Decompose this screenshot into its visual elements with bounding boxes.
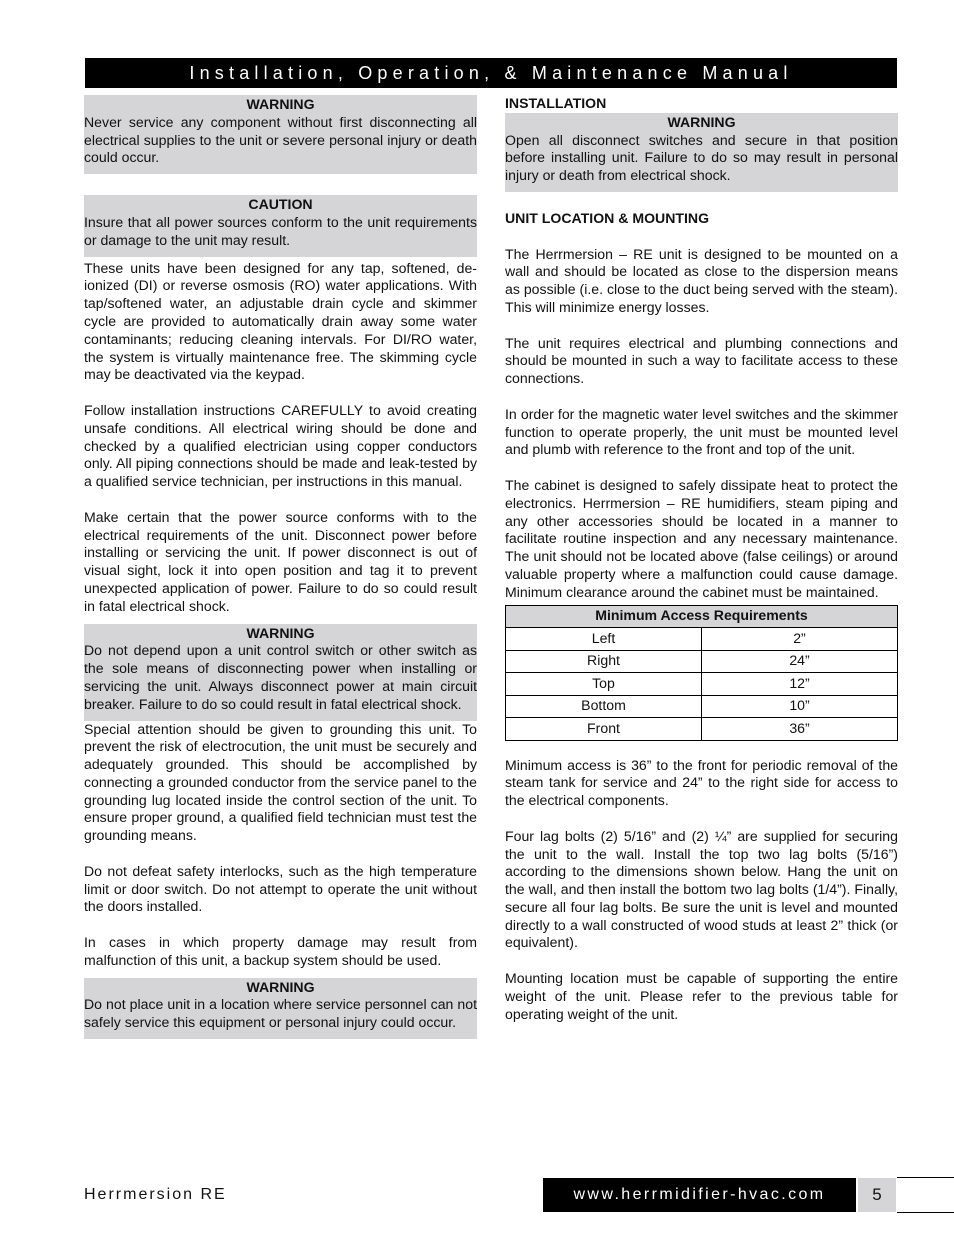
- table-title: Minimum Access Requirements: [506, 605, 898, 628]
- warning-box: [84, 624, 477, 721]
- page-header-title: Installation, Operation, & Maintenance Manual: [85, 58, 897, 88]
- table-cell-value: 24”: [702, 650, 898, 673]
- right-column: [505, 95, 898, 1023]
- paragraph: Mounting location must be capable of supporting the entire weight of the unit. Please refer to the previous table for operating weight of the unit.: [505, 970, 898, 1022]
- warning-text: Do not depend upon a unit control switch or other switch as the sole means of disconnecting power when installing or servicing the unit. Always disconnect power at main circuit breaker. Failure to do so could result in fatal electrical shock.: [84, 642, 477, 712]
- table-row: [506, 673, 898, 696]
- table-row: [506, 718, 898, 741]
- table-cell-side: Front: [506, 718, 702, 741]
- table-cell-side: Right: [506, 650, 702, 673]
- paragraph: These units have been designed for any tap, softened, de-ionized (DI) or reverse osmosis (RO) water applications. With tap/softened water, an adjustable drain cycle and skimmer cycle are provided to automatically drain away some water contaminants; reducing cleaning intervals. For DI/RO water, the system is virtually maintenance free. The skimming cycle may be deactivated via the keypad.: [84, 259, 477, 383]
- paragraph: Four lag bolts (2) 5/16” and (2) ¼” are supplied for securing the unit to the wall. Install the top two lag bolts (5/16”) according to the dimensions shown below. Hang the unit on the wall, and then install the bottom two lag bolts (1/4”). Finally, secure all four lag bolts. Be sure the unit is level and mounted directly to a wall constructed of wood studs at least 2” thick (or equivalent).: [505, 827, 898, 951]
- warning-title: WARNING: [667, 113, 736, 130]
- warning-box: [505, 113, 898, 192]
- paragraph: Special attention should be given to grounding this unit. To prevent the risk of electrocution, the unit must be securely and adequately grounded. This should be accomplished by connecting a grounded conductor from the service panel to the grounding lug located inside the control section of the unit. To ensure proper ground, a qualified field technician must test the grounding means.: [84, 720, 477, 844]
- warning-text: Open all disconnect switches and secure in that position before installing unit. Failure to do so may result in personal injury or death from electrical shock.: [505, 131, 898, 184]
- warning-box: [84, 978, 477, 1039]
- warning-text: Do not place unit in a location where service personnel can not safely service this equipment or personal injury could occur.: [84, 996, 477, 1031]
- warning-text: Never service any component without first disconnecting all electrical supplies to the unit or severe personal injury or death could occur.: [84, 113, 477, 166]
- warning-title: WARNING: [246, 96, 315, 112]
- table-cell-side: Left: [506, 628, 702, 651]
- table-cell-value: 12”: [702, 673, 898, 696]
- paragraph: The unit requires electrical and plumbing connections and should be mounted in such a way to facilitate access to these connections.: [505, 334, 898, 387]
- footer-rule: [897, 1177, 954, 1178]
- table-cell-side: Top: [506, 673, 702, 696]
- paragraph: In order for the magnetic water level switches and the skimmer function to operate properly, the unit must be mounted level and plumb with reference to the front and top of the unit.: [505, 405, 898, 458]
- caution-box: [84, 195, 477, 256]
- table-row: [506, 628, 898, 651]
- warning-title: WARNING: [246, 624, 315, 641]
- paragraph: Follow installation instructions CAREFULLY to avoid creating unsafe conditions. All electrical wiring should be done and checked by a qualified electrician using copper conductors only. All piping connections should be made and leak-tested by a qualified service technician, per instructions in this manual.: [84, 401, 477, 490]
- footer-website-link[interactable]: www.herrmidifier-hvac.com: [543, 1178, 856, 1212]
- paragraph: Minimum access is 36” to the front for periodic removal of the steam tank for service and 24” to the right side for access to the electrical components.: [505, 756, 898, 809]
- warning-title: WARNING: [246, 978, 315, 995]
- table-cell-value: 36”: [702, 718, 898, 741]
- paragraph: In cases in which property damage may result from malfunction of this unit, a backup system should be used.: [84, 934, 477, 968]
- warning-box: [84, 95, 477, 174]
- table-cell-value: 10”: [702, 695, 898, 718]
- paragraph: The Herrmersion – RE unit is designed to be mounted on a wall and should be located as close to the dispersion means as possible (i.e. close to the duct being served with the steam). This will minimize energy losses.: [505, 245, 898, 315]
- table-row: [506, 650, 898, 673]
- access-requirements-table: [505, 605, 898, 741]
- footer-product-name: Herrmersion RE: [84, 1186, 227, 1203]
- table-cell-side: Bottom: [506, 695, 702, 718]
- location-heading: UNIT LOCATION & MOUNTING: [505, 209, 710, 226]
- paragraph: Make certain that the power source conforms with to the electrical requirements of the unit. Disconnect power before installing or servicing the unit. If power disconnect is out of visual sight, lock it into open position and tag it to prevent unexpected application of power. Failure to do so could result in fatal electrical shock.: [84, 508, 477, 614]
- installation-heading: INSTALLATION: [505, 95, 607, 111]
- table-row: [506, 695, 898, 718]
- table-cell-value: 2”: [702, 628, 898, 651]
- page-number: 5: [858, 1178, 896, 1212]
- footer-rule: [897, 1212, 954, 1213]
- paragraph: The cabinet is designed to safely dissipate heat to protect the electronics. Herrmersion – RE humidifiers, steam piping and any other accessories should be located in a manner to facilitate routine inspection and any necessary maintenance. The unit should not be located above (false ceilings) or around valuable property where a malfunction could cause damage. Minimum clearance around the cabinet must be maintained.: [505, 476, 898, 600]
- caution-title: CAUTION: [248, 196, 313, 213]
- paragraph: Do not defeat safety interlocks, such as the high temperature limit or door switch. Do not attempt to operate the unit without the doors installed.: [84, 862, 477, 915]
- left-column: [84, 95, 477, 1039]
- caution-text: Insure that all power sources conform to the unit requirements or damage to the unit may result.: [84, 213, 477, 248]
